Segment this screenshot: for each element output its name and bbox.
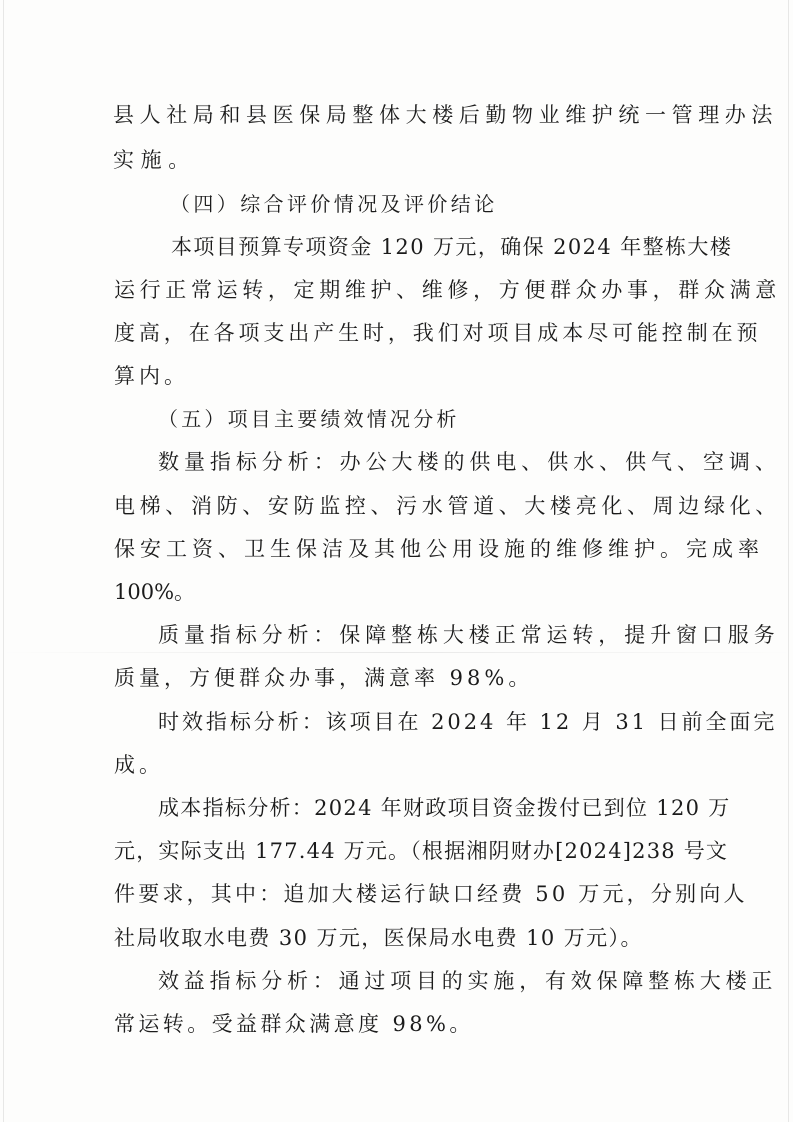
- quality-line-1: 质量指标分析：保障整栋大楼正常运转，提升窗口服务: [158, 623, 780, 647]
- paper-fold-line: [0, 652, 793, 653]
- cost-line-3: 件要求，其中：追加大楼运行缺口经费 50 万元，分别向人: [114, 882, 748, 906]
- section-4-line-3: 度高，在各项支出产生时，我们对项目成本尽可能控制在预: [114, 321, 762, 345]
- benefit-line-2: 常运转。受益群众满意度 98%。: [114, 1012, 474, 1036]
- timeliness-line-2: 成。: [114, 753, 164, 777]
- section-5-heading: （五）项目主要绩效情况分析: [158, 407, 460, 431]
- scan-edge-right: [788, 0, 789, 1122]
- quality-line-2: 质量，方便群众办事，满意率 98%。: [114, 666, 534, 690]
- scan-edge-left: [3, 0, 4, 1122]
- quantity-line-1: 数量指标分析：办公大楼的供电、供水、供气、空调、: [158, 450, 781, 474]
- cost-line-2: 元，实际支出 177.44 万元。（根据湘阴财办[2024]238 号文: [114, 839, 729, 863]
- continuation-line-1: 县人社局和县医保局整体大楼后勤物业维护统一管理办法: [113, 103, 778, 127]
- quantity-line-3: 保安工资、卫生保洁及其他公用设施的维修维护。完成率: [114, 537, 764, 561]
- continuation-line-2: 实施。: [113, 148, 196, 172]
- section-4-heading: （四）综合评价情况及评价结论: [170, 192, 498, 216]
- quantity-line-2: 电梯、消防、安防监控、污水管道、大楼亮化、周边绿化、: [114, 494, 781, 518]
- section-4-line-1: 本项目预算专项资金 120 万元，确保 2024 年整栋大楼: [171, 235, 733, 259]
- section-4-line-4: 算内。: [114, 364, 189, 388]
- quantity-line-4: 100%。: [114, 580, 196, 604]
- cost-line-1: 成本指标分析：2024 年财政项目资金拨付已到位 120 万: [158, 796, 731, 820]
- benefit-line-1: 效益指标分析：通过项目的实施，有效保障整栋大楼正: [158, 969, 778, 993]
- cost-line-4: 社局收取水电费 30 万元，医保局水电费 10 万元）。: [114, 926, 643, 950]
- section-4-line-2: 运行正常运转，定期维护、维修，方便群众办事，群众满意: [114, 278, 781, 302]
- timeliness-line-1: 时效指标分析：该项目在 2024 年 12 月 31 日前全面完: [158, 710, 778, 734]
